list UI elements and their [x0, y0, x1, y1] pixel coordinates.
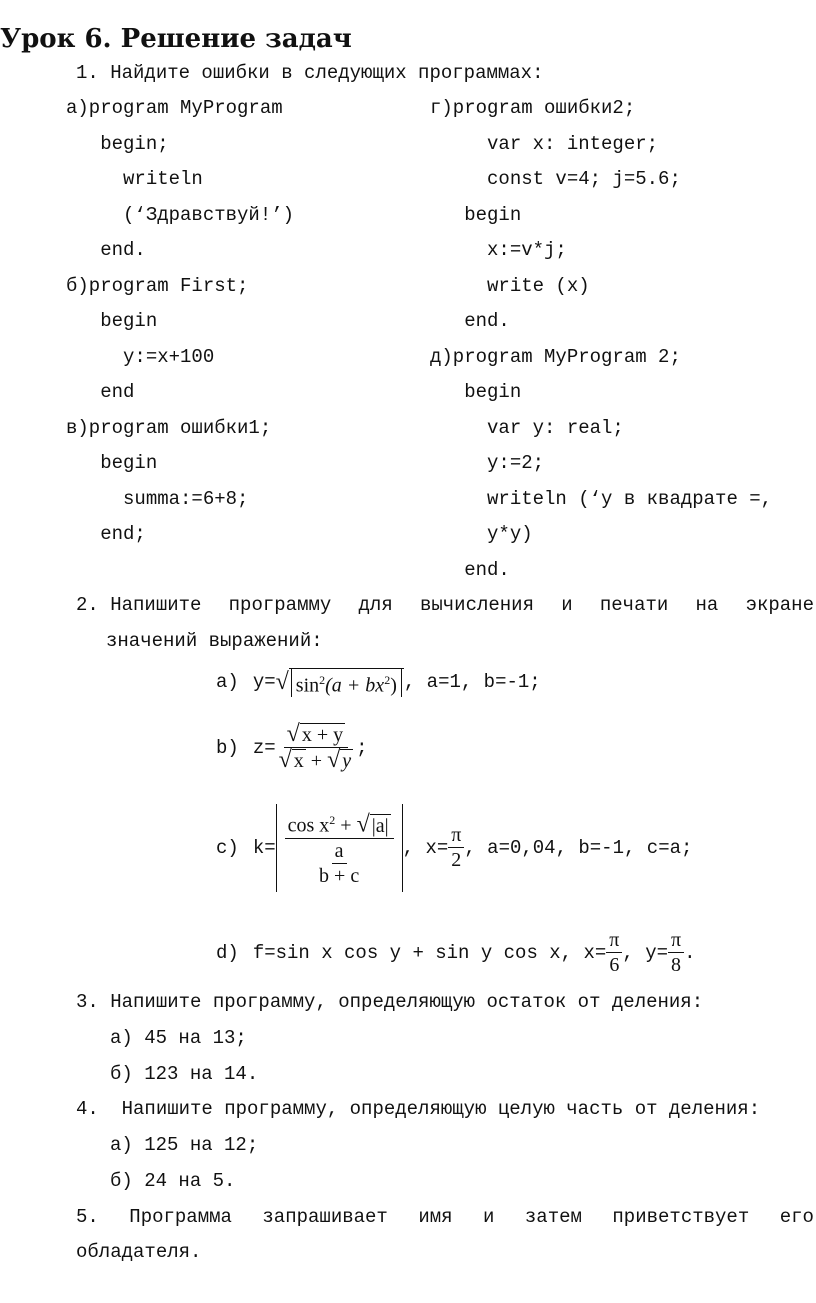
code-line: var x: integer; — [430, 132, 659, 155]
code-line: const v=4; j=5.6; — [430, 168, 681, 190]
code-line: x:=v*j; — [430, 239, 567, 261]
radicand: x + y — [301, 724, 344, 746]
formula-label: d) — [216, 941, 239, 964]
word: и — [561, 594, 573, 616]
formula-mid: , y= — [622, 941, 668, 964]
word: вычисления — [419, 594, 534, 616]
code-line: var y: real; — [430, 416, 624, 439]
absolute-value — [276, 804, 403, 892]
code-line: end. — [430, 310, 510, 332]
code-line: г)program ошибки2; — [430, 97, 636, 119]
formula-a — [216, 668, 541, 697]
fraction — [606, 928, 622, 977]
radicand: |a| — [371, 814, 389, 837]
code-line: begin — [66, 452, 158, 474]
task2-heading-line2: значений выражений: — [106, 630, 323, 652]
denominator: 8 — [671, 954, 682, 976]
numerator: √ x + y — [284, 722, 348, 748]
denominator: √ x + √ y — [278, 747, 352, 773]
word: его — [779, 1206, 814, 1228]
word: 2. Напишите — [76, 594, 202, 616]
code-line: д)program MyProgram 2; — [430, 345, 681, 368]
word: экране — [745, 594, 814, 616]
word: затем — [524, 1206, 582, 1228]
radicand: y — [342, 750, 352, 772]
list-item: а) 125 на 12; — [110, 1134, 259, 1156]
word: запрашивает — [262, 1206, 388, 1228]
formula-end: . — [684, 941, 696, 964]
numerator: π — [448, 823, 464, 848]
list-item: а) 45 на 13; — [110, 1027, 247, 1049]
denominator: b + c — [319, 864, 360, 887]
task3-heading: 3. Напишите программу, определяющую остаток от деления: — [76, 991, 704, 1013]
code-line: y:=2; — [430, 452, 545, 474]
formula-mid: , x= — [402, 836, 449, 859]
code-line: end; — [66, 523, 146, 545]
code-line: begin — [66, 310, 158, 332]
code-line: begin — [430, 381, 522, 403]
code-line: y:=x+100 — [66, 345, 215, 368]
word: имя — [418, 1206, 453, 1228]
formula-prefix: y= — [252, 671, 276, 694]
code-line: end. — [66, 239, 146, 261]
code-line: begin; — [66, 132, 169, 155]
fraction — [316, 839, 362, 888]
word: 5. — [76, 1206, 99, 1228]
inner-expression: (a + bx — [325, 674, 385, 697]
formula-suffix: , a=0,04, b=-1, c=a; — [464, 836, 693, 859]
formula-prefix: k= — [252, 836, 276, 859]
denominator: 6 — [609, 954, 620, 976]
code-line: summa:=6+8; — [66, 487, 249, 510]
code-line: end. — [430, 558, 510, 581]
task4-heading: 4. Напишите программу, определяющую целую часть от деления: — [76, 1098, 761, 1120]
code-line: write (x) — [430, 274, 590, 297]
list-item: б) 24 на 5. — [110, 1170, 236, 1192]
sin-text: sin — [295, 674, 320, 697]
fraction — [448, 823, 464, 872]
formula-suffix: ; — [356, 736, 368, 759]
task1-heading: 1. Найдите ошибки в следующих программах: — [76, 62, 544, 84]
absolute-value: $\sin^2(a + bx^2)$ — [291, 669, 402, 697]
task5-line1 — [76, 1206, 814, 1228]
word: программу — [228, 594, 332, 616]
word: и — [483, 1206, 495, 1228]
numerator: a — [332, 839, 347, 864]
code-line: writeln (‘y в квадрате =, — [430, 487, 773, 510]
numerator: π — [668, 928, 684, 953]
formula-label: c) — [216, 836, 239, 859]
word: для — [358, 594, 393, 616]
cos-text: cos x — [287, 814, 330, 837]
formula-b — [216, 722, 368, 773]
code-line: (‘Здравствуй!’) — [66, 203, 295, 226]
page-title: Урок 6. Решение задач — [0, 24, 352, 54]
formula-text: f=sin x cos y + sin y cos x, x= — [252, 941, 607, 964]
fraction — [276, 722, 357, 773]
word: Программа — [129, 1206, 232, 1228]
code-line: end — [66, 381, 135, 403]
radical-sign: √ — [275, 668, 289, 695]
formula-d — [216, 928, 696, 977]
code-line: begin — [430, 203, 522, 226]
denominator — [313, 839, 365, 888]
code-line: writeln — [66, 168, 203, 190]
radicand — [289, 668, 404, 697]
code-line: б)program First; — [66, 274, 249, 297]
code-line: а)program MyProgram — [66, 97, 283, 119]
formula-prefix: z= — [252, 736, 276, 759]
code-line: y*y) — [430, 523, 533, 545]
list-item: б) 123 на 14. — [110, 1063, 259, 1085]
word: печати — [599, 594, 669, 616]
word: на — [695, 594, 719, 616]
radicand: x — [293, 750, 304, 772]
task5-line2: обладателя. — [76, 1241, 202, 1263]
fraction — [285, 808, 394, 888]
numerator: $\cos x^2$ + √ |a| — [285, 808, 394, 839]
code-line: в)program ошибки1; — [66, 416, 272, 439]
formula-label: b) — [216, 736, 239, 759]
formula-label: а) — [216, 671, 239, 694]
numerator: π — [606, 928, 622, 953]
denominator: 2 — [451, 849, 462, 872]
formula-c — [216, 804, 692, 892]
formula-suffix: , a=1, b=-1; — [403, 671, 541, 694]
fraction — [668, 928, 684, 977]
word: приветствует — [612, 1206, 750, 1228]
task2-heading-line1 — [76, 594, 814, 616]
